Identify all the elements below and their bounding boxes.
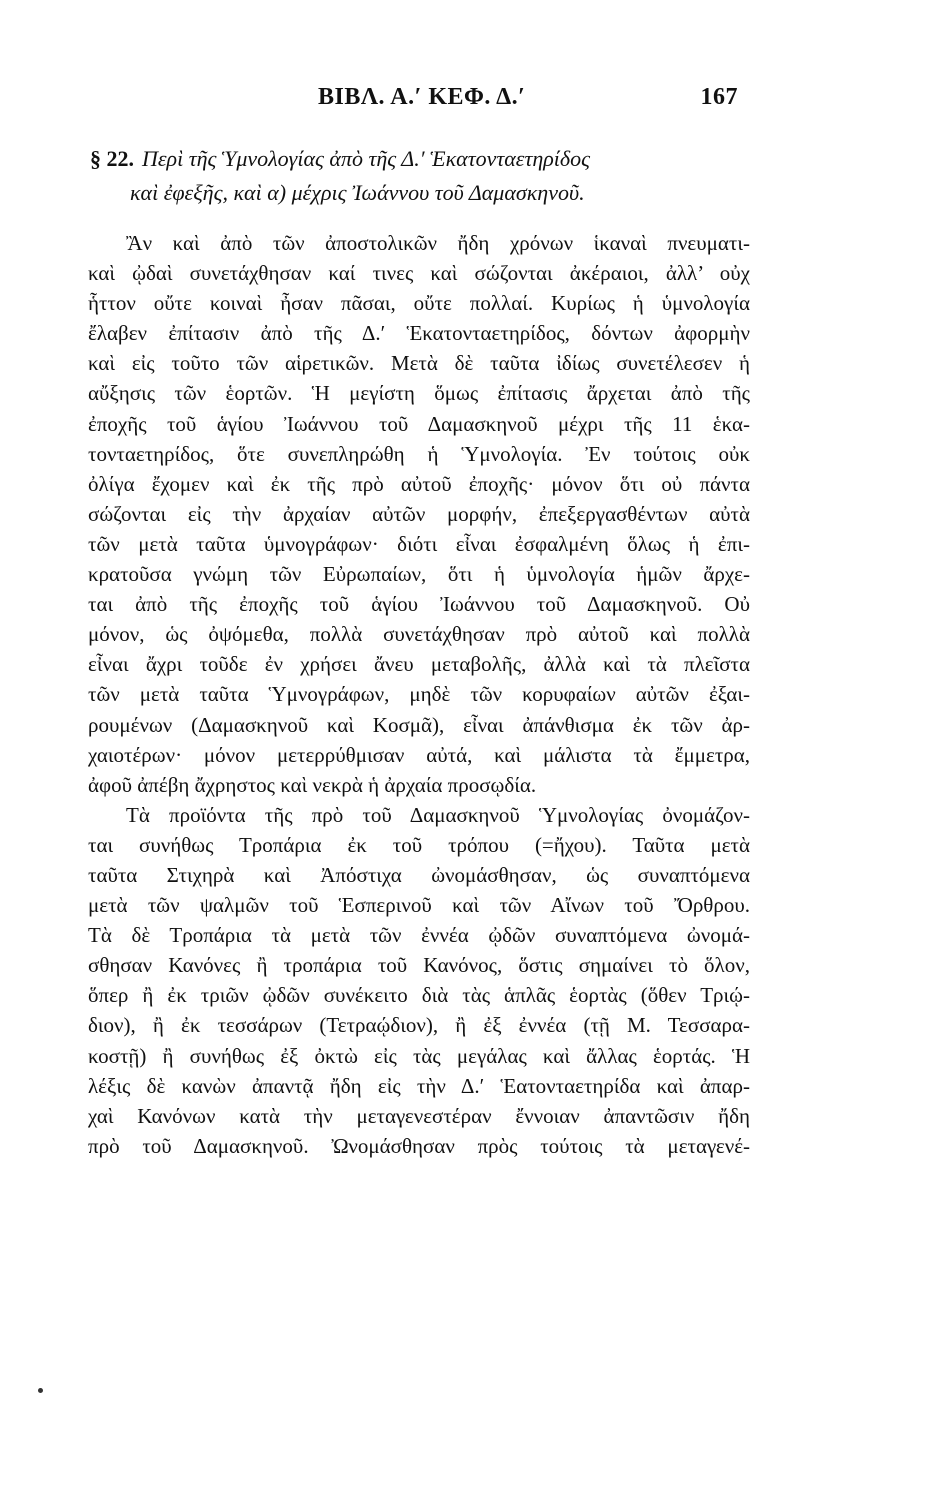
text-line: Τὰ δὲ Τροπάρια τὰ μετὰ τῶν ἐννέα ᾠδῶν συναπτόμενα ὠνομά-	[88, 923, 750, 948]
section-heading-line-2: καὶ ἐφεξῆς, καὶ α) μέχρις Ἰωάννου τοῦ Δαμασκηνοῦ.	[130, 180, 585, 205]
page-number: 167	[700, 84, 738, 110]
text-line: ται συνήθως Τροπάρια ἐκ τοῦ τρόπου (=ἤχου). Ταῦτα μετὰ	[88, 832, 750, 857]
text-line: πρὸ τοῦ Δαμασκηνοῦ. Ὠνομάσθησαν πρὸς τούτοις τὰ μεταγενέ-	[88, 1133, 750, 1158]
text-line: σώζονται εἰς τὴν ἀρχαίαν αὐτῶν μορφήν, ἐπεξεργασθέντων αὐτὰ	[88, 501, 750, 526]
ink-speck	[38, 1388, 43, 1393]
section-heading-line-1	[90, 142, 750, 176]
text-line: σθησαν Κανόνες ἢ τροπάρια τοῦ Κανόνος, ὅστις σημαίνει τὸ ὅλον,	[88, 953, 750, 978]
section-heading	[90, 142, 750, 210]
text-line: κοστῇ) ἢ συνήθως ἐξ ὀκτὼ εἰς τὰς μεγάλας καὶ ἄλλας ἑορτάς. Ἡ	[88, 1043, 750, 1068]
text-line: χαὶ Κανόνων κατὰ τὴν μεταγενεστέραν ἔννοιαν ἀπαντῶσιν ἤδη	[88, 1103, 750, 1128]
text-line: καὶ ᾠδαὶ συνετάχθησαν καί τινες καὶ σώζονται ἀκέραιοι, ἀλλ’ οὐχ	[88, 261, 750, 286]
text-line: ταῦτα Στιχηρὰ καὶ Ἀπόστιχα ὠνομάσθησαν, ὡς συναπτόμενα	[88, 862, 750, 887]
section-mark: § 22.	[90, 146, 134, 171]
text-line: ἔλαβεν ἐπίτασιν ἀπὸ τῆς Δ.′ Ἑκατονταετηρίδος, δόντων ἀφορμὴν	[88, 321, 750, 346]
text-line: μόνον, ὡς ὀψόμεθα, πολλὰ συνετάχθησαν πρὸ αὐτοῦ καὶ πολλὰ	[88, 622, 750, 647]
text-line: μετὰ τῶν ψαλμῶν τοῦ Ἑσπερινοῦ καὶ τῶν Αἴνων τοῦ Ὄρθρου.	[88, 893, 750, 918]
text-line: τονταετηρίδος, ὅτε συνεπληρώθη ἡ Ὑμνολογία. Ἐν τούτοις οὐκ	[88, 441, 750, 466]
text-line: διον), ἢ ἐκ τεσσάρων (Τετραῴδιον), ἢ ἐξ ἐννέα (τῇ Μ. Τεσσαρα-	[88, 1013, 750, 1038]
text-line: Ἂν καὶ ἀπὸ τῶν ἀποστολικῶν ἤδη χρόνων ἱκαναὶ πνευματι-	[126, 231, 750, 255]
text-line: ἐποχῆς τοῦ ἁγίου Ἰωάννου τοῦ Δαμασκηνοῦ μέχρι τῆς 11 ἑκα-	[88, 411, 750, 436]
text-line: τῶν μετὰ ταῦτα ὑμνογράφων· διότι εἶναι ἐσφαλμένη ὅλως ἡ ἐπι-	[88, 531, 750, 556]
text-line: ἧττον οὔτε κοιναὶ ἦσαν πᾶσαι, οὔτε πολλαί. Κυρίως ἡ ὑμνολογία	[88, 291, 750, 316]
text-line: καὶ εἰς τοῦτο τῶν αἱρετικῶν. Μετὰ δὲ ταῦτα ἰδίως συνετέλεσεν ἡ	[88, 351, 750, 376]
text-line: ται ἀπὸ τῆς ἐποχῆς τοῦ ἁγίου Ἰωάννου τοῦ Δαμασκηνοῦ. Οὐ	[88, 592, 750, 617]
text-line: λέξις δὲ κανὼν ἀπαντᾷ ἤδη εἰς τὴν Δ.′ Ἑατονταετηρίδα καὶ ἀπαρ-	[88, 1073, 750, 1098]
text-line: ὀλίγα ἔχομεν καὶ ἐκ τῆς πρὸ αὐτοῦ ἐποχῆς· μόνον ὅτι οὐ πάντα	[88, 471, 750, 496]
text-line: ὅπερ ἢ ἐκ τριῶν ᾠδῶν συνέκειτο διὰ τὰς ἁπλᾶς ἑορτὰς (ὅθεν Τριῴ-	[88, 983, 750, 1008]
text-line: αὔξησις τῶν ἑορτῶν. Ἡ μεγίστη ὅμως ἐπίτασις ἄρχεται ἀπὸ τῆς	[88, 381, 750, 406]
text-line: κρατοῦσα γνώμη τῶν Εὐρωπαίων, ὅτι ἡ ὑμνολογία ἡμῶν ἄρχε-	[88, 562, 750, 587]
text-line: τῶν μετὰ ταῦτα Ὑμνογράφων, μηδὲ τῶν κορυφαίων αὐτῶν ἐξαι-	[88, 682, 750, 707]
section-heading-text-1: Περὶ τῆς Ὑμνολογίας ἀπὸ τῆς Δ.′ Ἑκατονταετηρίδος	[142, 146, 591, 171]
running-head-title: ΒΙΒΛ. Α.′ ΚΕΦ. Δ.′	[318, 84, 526, 110]
text-line: ρουμένων (Δαμασκηνοῦ καὶ Κοσμᾶ), εἶναι ἀπάνθισμα ἐκ τῶν ἀρ-	[88, 712, 750, 737]
text-line: εἶναι ἄχρι τοῦδε ἐν χρήσει ἄνευ μεταβολῆς, ἀλλὰ καὶ τὰ πλεῖστα	[88, 652, 750, 677]
text-line: ἀφοῦ ἀπέβη ἄχρηστος καὶ νεκρὰ ἡ ἀρχαία προσῳδία.	[88, 772, 537, 797]
body-text	[88, 228, 750, 1161]
text-line: Τὰ προϊόντα τῆς πρὸ τοῦ Δαμασκηνοῦ Ὑμνολογίας ὀνομάζον-	[126, 802, 750, 827]
text-line: χαιοτέρων· μόνον μετερρύθμισαν αὐτά, καὶ μάλιστα τὰ ἔμμετρα,	[88, 742, 750, 767]
